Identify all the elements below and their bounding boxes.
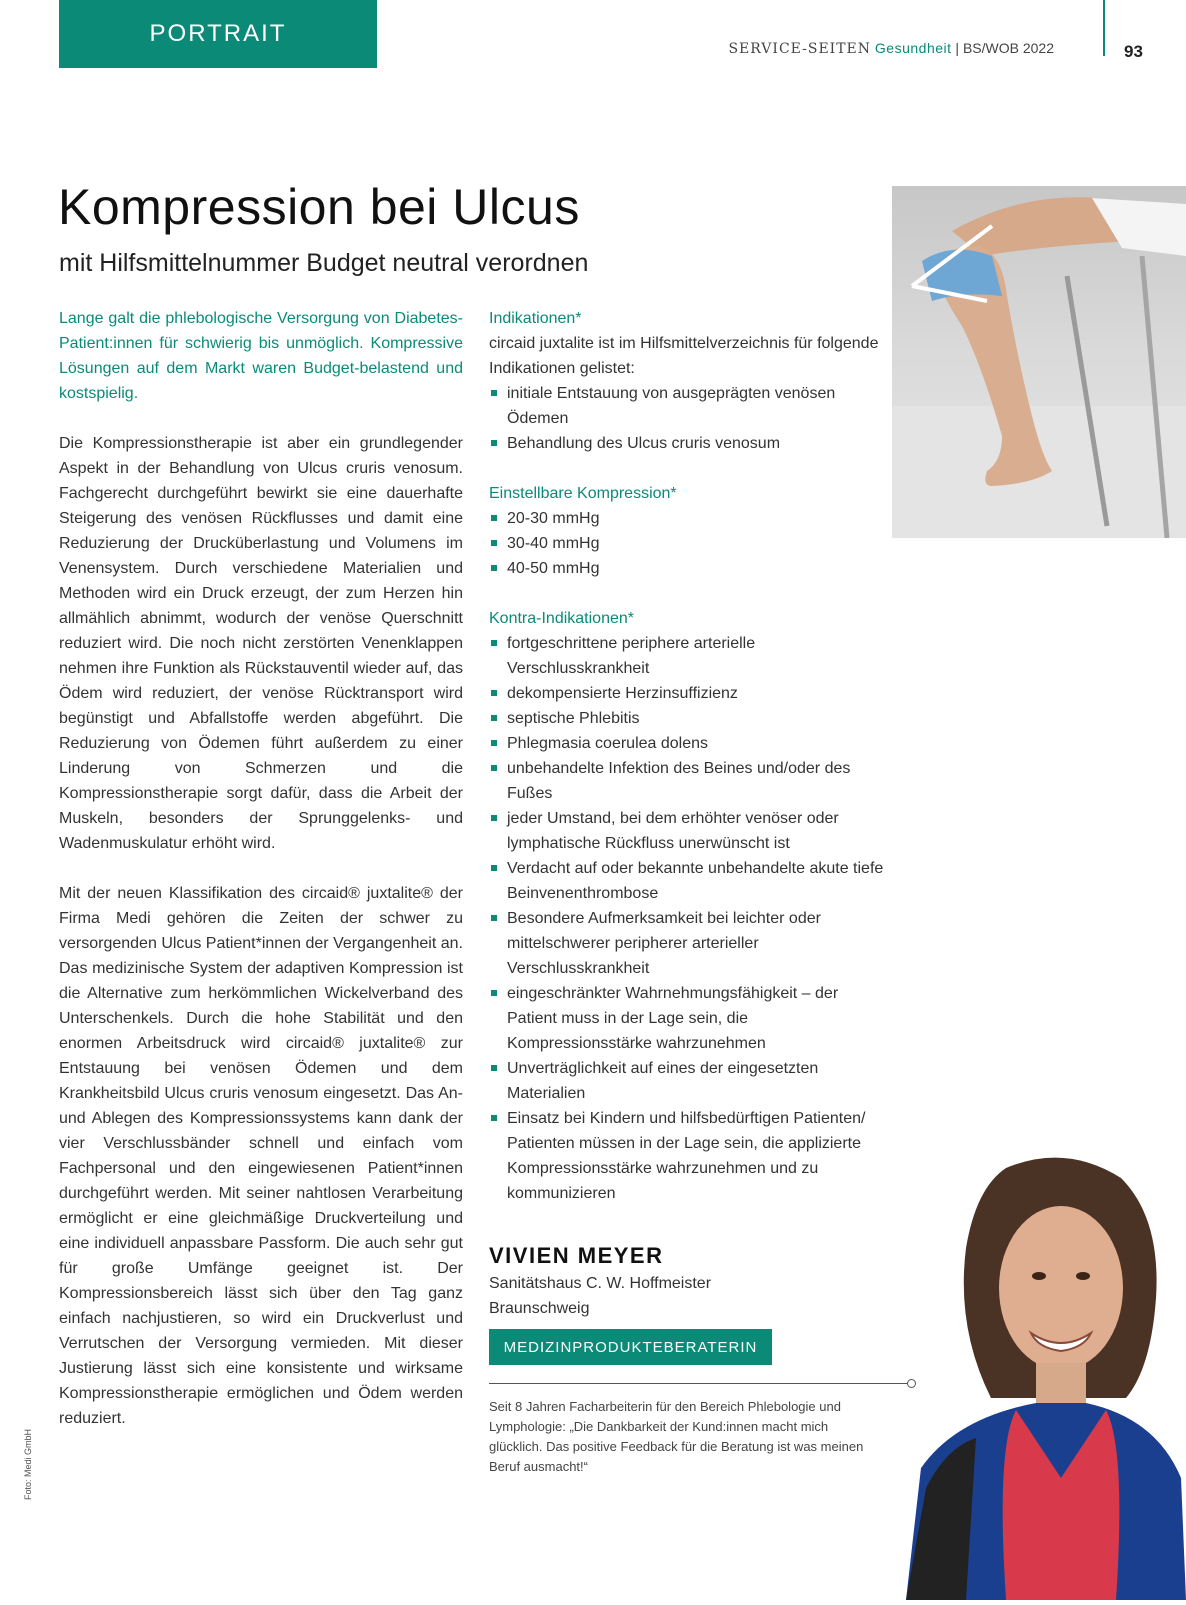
header-divider xyxy=(1103,0,1105,56)
list-item: 20-30 mmHg xyxy=(489,506,887,531)
section-label: PORTRAIT xyxy=(59,0,377,68)
running-head xyxy=(728,40,1054,57)
article-paragraph: Mit der neuen Klassifikation des circaid® juxtalite® der Firma Medi gehören die Zeiten der schwer zu versorgenden Ulcus Patient*innen der Vergangenheit an. Das medizinische System der adaptiven Kompression ist die Alternative zum herkömmlichen Wickelverband des Unterschenkels. Durch die hohe Stabilität und den enormen Arbeitsdruck wird circaid® juxtalite® zur Entstauung bei venösen Ödemen und dem Krankheitsbild Ulcus cruris venosum eingesetzt. Das An- und Ablegen des Kompressionssystems kann dank der vier Verschlussbänder schnell und einfach vom Fachpersonal und den eingewiesenen Patient*innen durchgeführt werden. Mit seiner nahtlosen Verarbeitung ermöglicht er eine gleichmäßige Druckverteilung und eine individuell anpassbare Passform. Die auch sehr gut für große Umfänge geeignet ist. Der Kompressionsbereich lässt sich über den Tag ganz einfach nachjustieren, so wird ein Druckverlust und Verrutschen der Versorgung vermieden. Mit dieser Justierung lässt sich eine konsistente und wirksame Kompressionstherapie ermöglichen und Ödem werden reduziert. xyxy=(59,885,463,1427)
list-item: Unverträglichkeit auf eines der eingesetzten Materialien xyxy=(489,1056,887,1106)
list-item: eingeschränkter Wahrnehmungsfähigkeit – der Patient muss in der Lage sein, die Kompressionsstärke wahrzunehmen xyxy=(489,981,887,1056)
list-item: septische Phlebitis xyxy=(489,706,887,731)
list-item: Verdacht auf oder bekannte unbehandelte akute tiefe Beinvenenthrombose xyxy=(489,856,887,906)
article-subtitle: mit Hilfsmittelnummer Budget neutral verordnen xyxy=(59,249,589,277)
quote-divider xyxy=(489,1383,910,1384)
running-head-edition: | BS/WOB 2022 xyxy=(955,40,1054,56)
running-head-topic: Gesundheit xyxy=(874,40,952,56)
person-company: Sanitätshaus C. W. Hoffmeister xyxy=(489,1275,712,1292)
compression-heading: Einstellbare Kompression* xyxy=(489,485,677,502)
product-info xyxy=(489,306,887,1231)
list-item: Einsatz bei Kindern und hilfsbedürftigen Patienten/ Patienten müssen in der Lage sein, die applizierte Kompressionsstärke wahrzunehmen und zu kommunizieren xyxy=(489,1106,887,1206)
list-item: jeder Umstand, bei dem erhöhter venöser oder lymphatische Rückfluss unerwünscht ist xyxy=(489,806,887,856)
article-paragraph: Die Kompressionstherapie ist aber ein grundlegender Aspekt in der Behandlung von Ulcus cruris venosum. Fachgerecht durchgeführt bewirkt sie eine dauerhafte Steigerung des venösen Rückflusses und damit eine Reduzierung der Drucküberlastung und Volumens im Venensystem. Durch verschiedene Materialien und Methoden wird ein Druck erzeugt, der zum Herzen hin allmählich abnimmt, wodurch der venöse Querschnitt reduziert wird. Die noch nicht zerstörten Venenklappen nehmen ihre Funktion als Rückstauventil wieder auf, das Ödem wird reduziert, der venöse Rücktransport wird begünstigt und Abfallstoffe werden abgeführt. Die Reduzierung von Ödemen führt außerdem zu einer Linderung von Schmerzen und die Kompressionstherapie sorgt dafür, dass die Arbeit der Muskeln, besonders der Sprunggelenks- und Wadenmuskulatur erhöht wird. xyxy=(59,435,463,852)
compression-list xyxy=(489,506,887,581)
person-name: VIVIEN MEYER xyxy=(489,1243,664,1268)
page-number: 93 xyxy=(1124,42,1143,61)
list-item: 30-40 mmHg xyxy=(489,531,887,556)
article-title: Kompression bei Ulcus xyxy=(58,179,580,235)
article-body xyxy=(59,306,463,1456)
list-item: dekompensierte Herzinsuffizienz xyxy=(489,681,887,706)
contra-indications-list xyxy=(489,631,887,1206)
leg-illustration xyxy=(892,186,1186,538)
person-city: Braunschweig xyxy=(489,1300,590,1317)
list-item: 40-50 mmHg xyxy=(489,556,887,581)
portrait-illustration xyxy=(896,1148,1186,1600)
article-lead: Lange galt die phlebologische Versorgung von Diabetes-Patient:innen für schwierig bis unmöglich. Kompressive Lösungen auf dem Markt waren Budget-belastend und kostspielig. xyxy=(59,310,463,402)
role-badge: MEDIZINPRODUKTEBERATERIN xyxy=(489,1329,772,1365)
list-item: unbehandelte Infektion des Beines und/oder des Fußes xyxy=(489,756,887,806)
running-head-series: SERVICE-SEITEN xyxy=(728,41,872,57)
indications-intro: circaid juxtalite ist im Hilfsmittelverzeichnis für folgende Indikationen gelistet: xyxy=(489,335,879,377)
indications-heading: Indikationen* xyxy=(489,310,582,327)
product-photo xyxy=(892,186,1186,538)
portrait-photo xyxy=(896,1148,1186,1600)
list-item: Besondere Aufmerksamkeit bei leichter oder mittelschwerer peripherer arterieller Verschlusskrankheit xyxy=(489,906,887,981)
list-item: initiale Entstauung von ausgeprägten venösen Ödemen xyxy=(489,381,887,431)
indications-list xyxy=(489,381,887,456)
list-item: Phlegmasia coerulea dolens xyxy=(489,731,887,756)
list-item: fortgeschrittene periphere arterielle Verschlusskrankheit xyxy=(489,631,887,681)
contra-indications-heading: Kontra-Indikationen* xyxy=(489,610,634,627)
photo-credit: Foto: Medi GmbH xyxy=(23,1428,33,1500)
list-item: Behandlung des Ulcus cruris venosum xyxy=(489,431,887,456)
person-quote: Seit 8 Jahren Facharbeiterin für den Bereich Phlebologie und Lymphologie: „Die Dankbarkeit der Kund:innen macht mich glücklich. Das positive Feedback für die Beratung ist was meinen Beruf ausmacht!“ xyxy=(489,1399,864,1474)
